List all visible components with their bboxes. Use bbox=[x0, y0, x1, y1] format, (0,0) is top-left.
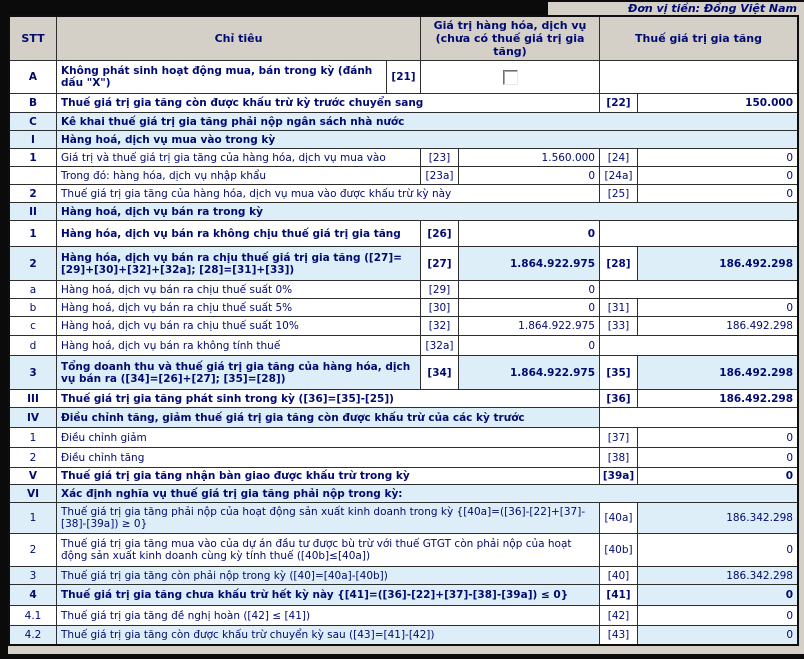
code-box: [26] bbox=[421, 221, 459, 247]
column-header-gia-tri: Giá trị hàng hóa, dịch vụ (chưa có thuế giá trị gia tăng) bbox=[421, 17, 600, 61]
row-label: Hàng hoá, dịch vụ bán ra chịu thuế suất 10% bbox=[57, 317, 421, 336]
stt-cell: 3 bbox=[10, 356, 57, 390]
row-label: Thuế giá trị gia tăng phát sinh trong kỳ ([36]=[35]-[25]) bbox=[57, 390, 600, 408]
tax-value-field[interactable]: 0 bbox=[638, 534, 797, 567]
code-box: [33] bbox=[600, 317, 638, 336]
table-row bbox=[10, 131, 797, 149]
value-field[interactable]: 0 bbox=[459, 336, 600, 356]
empty-cell bbox=[600, 336, 797, 356]
column-header-stt: STT bbox=[10, 17, 57, 61]
stt-cell: 2 bbox=[10, 448, 57, 468]
code-box: [32a] bbox=[421, 336, 459, 356]
checkbox-cell bbox=[421, 61, 600, 94]
row-label: Thuế giá trị gia tăng còn phải nộp trong kỳ ([40]=[40a]-[40b]) bbox=[57, 567, 600, 585]
stt-cell: 2 bbox=[10, 534, 57, 567]
value-field[interactable]: 1.560.000 bbox=[459, 149, 600, 167]
table-row bbox=[10, 606, 797, 626]
table-row bbox=[10, 203, 797, 221]
code-box: [32] bbox=[421, 317, 459, 336]
table-row bbox=[10, 585, 797, 606]
stt-cell: II bbox=[10, 203, 57, 221]
code-box: [23a] bbox=[421, 167, 459, 185]
code-box: [25] bbox=[600, 185, 638, 203]
table-row bbox=[10, 503, 797, 534]
code-box: [41] bbox=[600, 585, 638, 606]
code-box: [22] bbox=[600, 94, 638, 113]
table-row bbox=[10, 390, 797, 408]
stt-cell: III bbox=[10, 390, 57, 408]
stt-cell: 1 bbox=[10, 149, 57, 167]
table-row bbox=[10, 448, 797, 468]
table-row bbox=[10, 428, 797, 448]
empty-cell bbox=[600, 408, 797, 428]
value-field[interactable]: 0 bbox=[459, 281, 600, 299]
row-label: Hàng hoá, dịch vụ bán ra không tính thuế bbox=[57, 336, 421, 356]
value-field[interactable]: 0 bbox=[459, 221, 600, 247]
stt-cell: 1 bbox=[10, 503, 57, 534]
row-label: Thuế giá trị gia tăng đề nghị hoàn ([42] ≤ [41]) bbox=[57, 606, 600, 626]
code-box: [36] bbox=[600, 390, 638, 408]
empty-cell bbox=[600, 221, 797, 247]
row-label: Hàng hóa, dịch vụ bán ra chịu thuế giá trị gia tăng ([27]=[29]+[30]+[32]+[32a]; [28]=[31]+[33]) bbox=[57, 247, 421, 281]
left-frame bbox=[0, 0, 8, 659]
stt-cell: 2 bbox=[10, 247, 57, 281]
code-box: [23] bbox=[421, 149, 459, 167]
row-label: Trong đó: hàng hóa, dịch vụ nhập khẩu bbox=[57, 167, 421, 185]
stt-cell bbox=[10, 167, 57, 185]
row-label: Thuế giá trị gia tăng chưa khấu trừ hết kỳ này {[41]=([36]-[22]+[37]-[38]-[39a]) ≤ 0} bbox=[57, 585, 600, 606]
value-field[interactable]: 1.864.922.975 bbox=[459, 247, 600, 281]
stt-cell: b bbox=[10, 299, 57, 317]
tax-value-field[interactable]: 0 bbox=[638, 167, 797, 185]
code-box: [40b] bbox=[600, 534, 638, 567]
tax-value-field[interactable]: 186.342.298 bbox=[638, 503, 797, 534]
table-row bbox=[10, 567, 797, 585]
tax-value-field[interactable]: 150.000 bbox=[638, 94, 797, 113]
row-label: Thuế giá trị gia tăng của hàng hóa, dịch vụ mua vào được khấu trừ kỳ này bbox=[57, 185, 600, 203]
row-label: Không phát sinh hoạt động mua, bán trong kỳ (đánh dấu "X") bbox=[57, 61, 387, 94]
tax-value-field[interactable]: 186.492.298 bbox=[638, 356, 797, 390]
stt-cell: 1 bbox=[10, 221, 57, 247]
stt-cell: B bbox=[10, 94, 57, 113]
column-header-chi-tieu: Chỉ tiêu bbox=[57, 17, 421, 61]
table-header-row bbox=[10, 17, 797, 61]
no-activity-checkbox[interactable] bbox=[503, 70, 518, 85]
table-row bbox=[10, 149, 797, 167]
stt-cell: 4.1 bbox=[10, 606, 57, 626]
stt-cell: 3 bbox=[10, 567, 57, 585]
empty-cell bbox=[600, 281, 797, 299]
stt-cell: 2 bbox=[10, 185, 57, 203]
stt-cell: c bbox=[10, 317, 57, 336]
table-row bbox=[10, 356, 797, 390]
tax-value-field[interactable]: 186.492.298 bbox=[638, 317, 797, 336]
code-box: [35] bbox=[600, 356, 638, 390]
table-row bbox=[10, 468, 797, 485]
tax-value-field[interactable]: 0 bbox=[638, 585, 797, 606]
bottom-frame bbox=[0, 654, 804, 659]
row-label: Điều chỉnh tăng bbox=[57, 448, 600, 468]
table-row bbox=[10, 221, 797, 247]
currency-note-text: Đơn vị tiền: Đồng Việt Nam bbox=[628, 2, 797, 15]
row-label: Thuế giá trị gia tăng mua vào của dự án đầu tư được bù trừ với thuế GTGT còn phải nộp của hoạt động sản xuất kinh doanh cùng kỳ tính thuế ([40b]≤[40a]) bbox=[57, 534, 600, 567]
vat-table bbox=[8, 15, 799, 646]
code-box: [39a] bbox=[600, 468, 638, 485]
stt-cell: d bbox=[10, 336, 57, 356]
row-label: Thuế giá trị gia tăng phải nộp của hoạt động sản xuất kinh doanh trong kỳ {[40a]=([36]-[22]+[37]-[38]-[39a]) ≥ 0} bbox=[57, 503, 600, 534]
code-box: [34] bbox=[421, 356, 459, 390]
value-field[interactable]: 0 bbox=[459, 167, 600, 185]
tax-value-field[interactable]: 0 bbox=[638, 448, 797, 468]
section-title: Hàng hoá, dịch vụ bán ra trong kỳ bbox=[57, 203, 797, 221]
stt-cell: a bbox=[10, 281, 57, 299]
tax-value-field[interactable]: 0 bbox=[638, 299, 797, 317]
code-box: [27] bbox=[421, 247, 459, 281]
tax-value-field[interactable]: 0 bbox=[638, 468, 797, 485]
tax-table-body bbox=[10, 61, 797, 644]
stt-cell: A bbox=[10, 61, 57, 94]
code-box: [40a] bbox=[600, 503, 638, 534]
tax-value-field[interactable]: 0 bbox=[638, 185, 797, 203]
row-label: Điều chỉnh giảm bbox=[57, 428, 600, 448]
stt-cell: 4 bbox=[10, 585, 57, 606]
tax-value-field[interactable]: 0 bbox=[638, 606, 797, 626]
code-box: [28] bbox=[600, 247, 638, 281]
table-row bbox=[10, 113, 797, 131]
stt-cell: IV bbox=[10, 408, 57, 428]
table-row bbox=[10, 94, 797, 113]
table-row bbox=[10, 61, 797, 94]
code-box: [31] bbox=[600, 299, 638, 317]
currency-note bbox=[548, 2, 804, 15]
empty-cell bbox=[600, 61, 797, 94]
tax-value-field[interactable]: 186.492.298 bbox=[638, 390, 797, 408]
table-row bbox=[10, 336, 797, 356]
row-label: Hàng hoá, dịch vụ bán ra chịu thuế suất 0% bbox=[57, 281, 421, 299]
row-label: Thuế giá trị gia tăng còn được khấu trừ chuyển kỳ sau ([43]=[41]-[42]) bbox=[57, 626, 600, 644]
column-header-thue-gtgt: Thuế giá trị gia tăng bbox=[600, 17, 797, 61]
tax-value-field[interactable]: 186.342.298 bbox=[638, 567, 797, 585]
table-row bbox=[10, 317, 797, 336]
stt-cell: V bbox=[10, 468, 57, 485]
code-box: [42] bbox=[600, 606, 638, 626]
section-title: Xác định nghĩa vụ thuế giá trị gia tăng phải nộp trong kỳ: bbox=[57, 485, 797, 503]
table-row bbox=[10, 626, 797, 644]
table-row bbox=[10, 408, 797, 428]
stt-cell: 4.2 bbox=[10, 626, 57, 644]
code-box: [38] bbox=[600, 448, 638, 468]
code-box: [30] bbox=[421, 299, 459, 317]
table-row bbox=[10, 299, 797, 317]
table-row bbox=[10, 485, 797, 503]
row-label: Thuế giá trị gia tăng còn được khấu trừ kỳ trước chuyển sang bbox=[57, 94, 600, 113]
code-box: [37] bbox=[600, 428, 638, 448]
code-box: [24] bbox=[600, 149, 638, 167]
code-box: [21] bbox=[387, 61, 421, 94]
tax-value-field[interactable]: 0 bbox=[638, 428, 797, 448]
table-row bbox=[10, 534, 797, 567]
table-row bbox=[10, 247, 797, 281]
table-row bbox=[10, 167, 797, 185]
value-field[interactable]: 1.864.922.975 bbox=[459, 356, 600, 390]
row-label: Thuế giá trị gia tăng nhận bàn giao được khấu trừ trong kỳ bbox=[57, 468, 600, 485]
code-box: [29] bbox=[421, 281, 459, 299]
tax-value-field[interactable]: 0 bbox=[638, 626, 797, 644]
stt-cell: I bbox=[10, 131, 57, 149]
value-field[interactable]: 1.864.922.975 bbox=[459, 317, 600, 336]
code-box: [43] bbox=[600, 626, 638, 644]
row-label: Hàng hoá, dịch vụ bán ra chịu thuế suất 5% bbox=[57, 299, 421, 317]
code-box: [24a] bbox=[600, 167, 638, 185]
stt-cell: 1 bbox=[10, 428, 57, 448]
section-title: Kê khai thuế giá trị gia tăng phải nộp ngân sách nhà nước bbox=[57, 113, 797, 131]
row-label: Giá trị và thuế giá trị gia tăng của hàng hóa, dịch vụ mua vào bbox=[57, 149, 421, 167]
section-title: Hàng hoá, dịch vụ mua vào trong kỳ bbox=[57, 131, 797, 149]
value-field[interactable]: 0 bbox=[459, 299, 600, 317]
table-row bbox=[10, 185, 797, 203]
tax-value-field[interactable]: 186.492.298 bbox=[638, 247, 797, 281]
row-label: Tổng doanh thu và thuế giá trị gia tăng của hàng hóa, dịch vụ bán ra ([34]=[26]+[27]; [35]=[28]) bbox=[57, 356, 421, 390]
section-title: Điều chỉnh tăng, giảm thuế giá trị gia tăng còn được khấu trừ của các kỳ trước bbox=[57, 408, 600, 428]
code-box: [40] bbox=[600, 567, 638, 585]
stt-cell: C bbox=[10, 113, 57, 131]
stt-cell: VI bbox=[10, 485, 57, 503]
row-label: Hàng hóa, dịch vụ bán ra không chịu thuế giá trị gia tăng bbox=[57, 221, 421, 247]
table-row bbox=[10, 281, 797, 299]
tax-value-field[interactable]: 0 bbox=[638, 149, 797, 167]
